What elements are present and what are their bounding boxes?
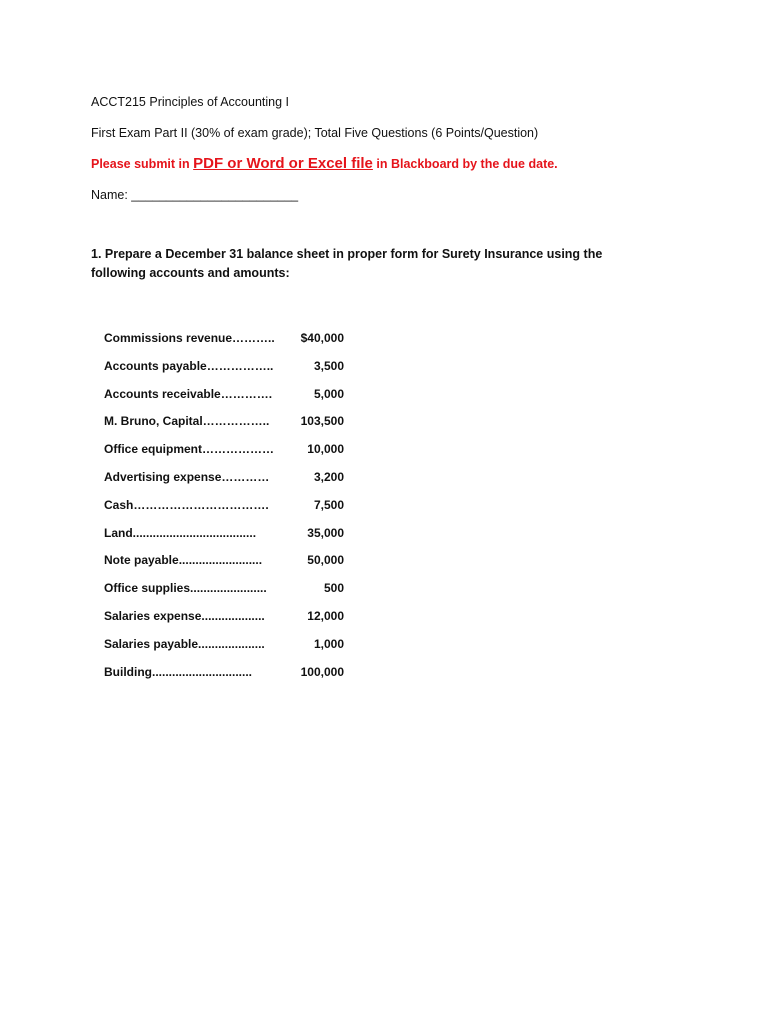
account-amount: 3,200 (313, 469, 344, 484)
name-line: Name: ________________________ (91, 188, 299, 202)
account-row (104, 440, 354, 468)
account-amount: 5,000 (313, 386, 344, 401)
account-row (104, 635, 354, 663)
account-name: Salaries payable.................... (104, 636, 265, 651)
account-amount: 7,500 (313, 497, 344, 512)
account-amount: 500 (323, 581, 344, 596)
account-row (104, 663, 354, 691)
account-amount: 10,000 (307, 442, 344, 457)
account-name: Accounts payable…………….. (104, 358, 274, 373)
account-name: Land..................................... (104, 525, 257, 540)
account-amount: 12,000 (307, 608, 344, 623)
account-name: Cash……………………………. (104, 497, 269, 512)
account-name: Commissions revenue……….. (104, 331, 275, 345)
exam-subtitle: First Exam Part II (30% of exam grade); Total Five Questions (6 Points/Question) (91, 126, 539, 140)
account-name: Office supplies....................... (104, 581, 267, 596)
account-row (104, 357, 354, 385)
account-amount: 35,000 (307, 525, 344, 540)
account-name: M. Bruno, Capital…………….. (104, 414, 270, 429)
submit-suffix: in Blackboard by the due date. (372, 157, 558, 171)
account-row (104, 496, 354, 524)
submit-formats: PDF or Word or Excel file (193, 155, 373, 172)
account-name: Office equipment……………… (104, 442, 275, 457)
account-amount: 1,000 (313, 636, 344, 651)
account-row (104, 524, 354, 552)
account-amount: 100,000 (300, 664, 344, 679)
account-row (104, 551, 354, 579)
account-name: Note payable......................... (104, 553, 263, 568)
account-amount: $40,000 (300, 331, 344, 345)
accounts-list (104, 329, 354, 690)
account-name: Advertising expense………… (104, 469, 270, 484)
account-row (104, 468, 354, 496)
account-name: Accounts receivable…………. (104, 386, 273, 401)
question-text: 1. Prepare a December 31 balance sheet in proper form for Surety Insurance using the following accounts and amounts: (91, 247, 603, 280)
submit-notice (91, 155, 558, 173)
account-row (104, 412, 354, 440)
course-title: ACCT215 Principles of Accounting I (91, 95, 290, 109)
account-amount: 50,000 (307, 553, 344, 568)
submit-prefix: Please submit in (91, 157, 194, 171)
account-amount: 103,500 (300, 414, 344, 429)
account-name: Building.............................. (104, 664, 253, 679)
account-row (104, 385, 354, 413)
account-row (104, 329, 354, 357)
account-row (104, 607, 354, 635)
account-row (104, 579, 354, 607)
account-amount: 3,500 (313, 358, 344, 373)
account-name: Salaries expense................... (104, 608, 265, 623)
